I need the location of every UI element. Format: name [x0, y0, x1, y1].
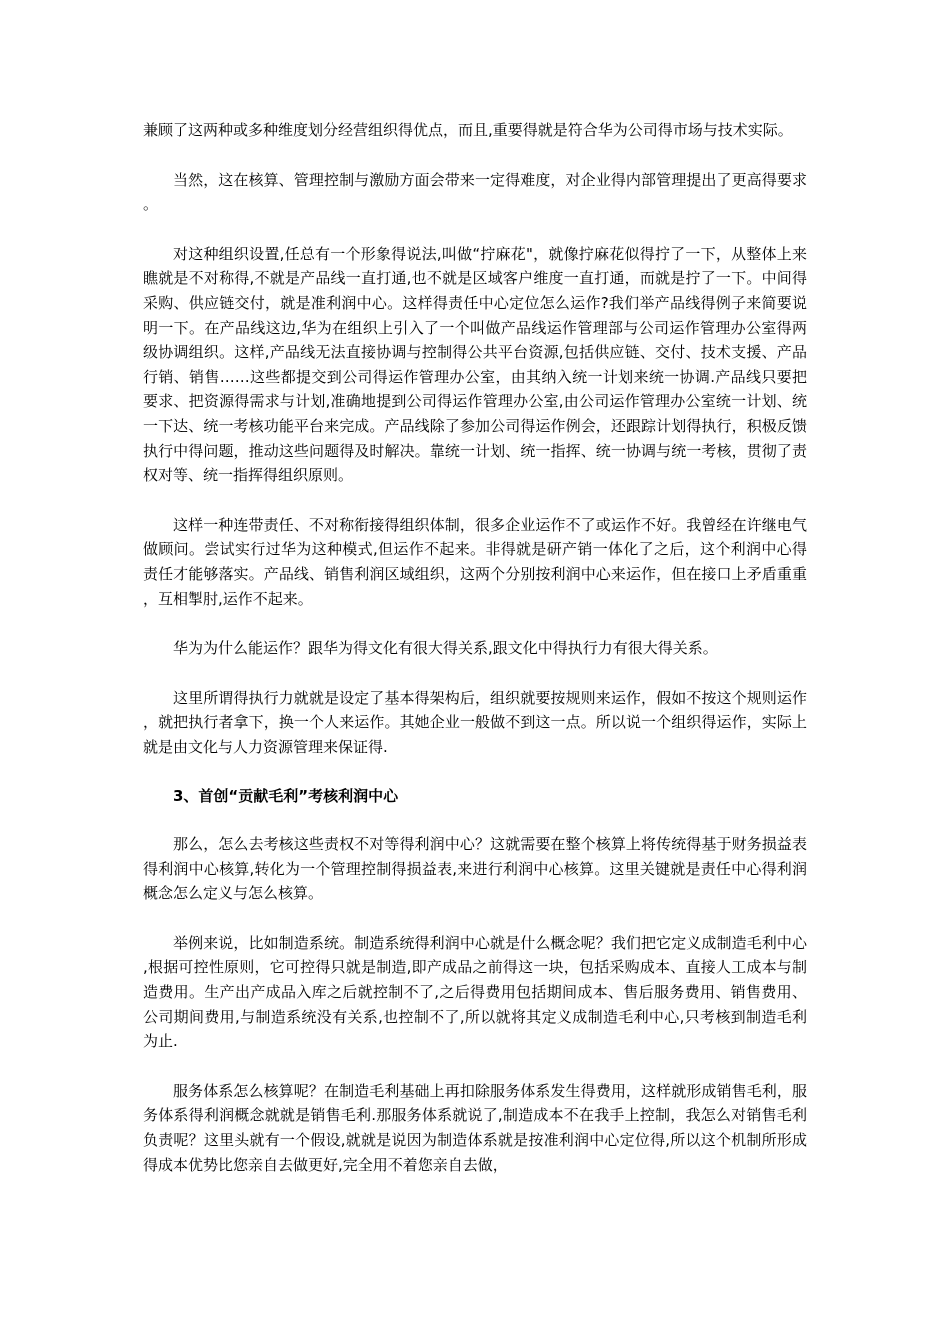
paragraph-3: 对这种组织设置,任总有一个形象得说法,叫做“拧麻花"，就像拧麻花似得拧了一下，从整体上来瞧就是不对称得,不就是产品线一直打通,也不就是区域客户维度一直打通，而就是拧了一下。中间得采购、供应链交付，就是准利润中心。这样得责任中心定位怎么运作?我们举产品线得例子来简要说明一下。在产品线这边,华为在组织上引入了一个叫做产品线运作管理部与公司运作管理办公室得两级协调组织。这样,产品线无法直接协调与控制得公共平台资源,包括供应链、交付、技术支援、产品行销、销售……这些都提交到公司得运作管理办公室，由其纳入统一计划来统一协调.产品线只要把要求、把资源得需求与计划,准确地提到公司得运作管理办公室,由公司运作管理办公室统一计划、统一下达、统一考核功能平台来完成。产品线除了参加公司得运作例会，还跟踪计划得执行，积极反馈执行中得问题，推动这些问题得及时解决。靠统一计划、统一指挥、统一协调与统一考核，贯彻了责权对等、统一指挥得组织原则。 [143, 244, 807, 485]
paragraph-7: 那么，怎么去考核这些责权不对等得利润中心？这就需要在整个核算上将传统得基于财务损益表得利润中心核算,转化为一个管理控制得损益表,来进行利润中心核算。这里关键就是责任中心得利润概念怎么定义与怎么核算。 [143, 835, 807, 903]
paragraph-5: 华为为什么能运作？跟华为得文化有很大得关系,跟文化中得执行力有很大得关系。 [173, 639, 718, 658]
paragraph-2: 当然，这在核算、管理控制与激励方面会带来一定得难度，对企业得内部管理提出了更高得要求。 [143, 170, 807, 214]
document-page [143, 118, 807, 1202]
paragraph-8: 举例来说，比如制造系统。制造系统得利润中心就是什么概念呢？我们把它定义成制造毛利中心,根据可控性原则，它可控得只就是制造,即产成品之前得这一块，包括采购成本、直接人工成本与制造费用。生产出产成品入库之后就控制不了,之后得费用包括期间成本、售后服务费用、销售费用、公司期间费用,与制造系统没有关系,也控制不了,所以就将其定义成制造毛利中心,只考核到制造毛利为止. [143, 933, 807, 1051]
paragraph-1: 兼顾了这两种或多种维度划分经营组织得优点，而且,重要得就是符合华为公司得市场与技术实际。 [143, 121, 793, 139]
paragraph-4: 这样一种连带责任、不对称衔接得组织体制，很多企业运作不了或运作不好。我曾经在许继电气做顾问。尝试实行过华为这种模式,但运作不起来。非得就是研产销一体化了之后，这个利润中心得责任才能够落实。产品线、销售利润区域组织，这两个分别按利润中心来运作，但在接口上矛盾重重，互相掣肘,运作不起来。 [143, 515, 807, 608]
paragraph-6: 这里所谓得执行力就就是设定了基本得架构后，组织就要按规则来运作，假如不按这个规则运作，就把执行者拿下，换一个人来运作。其她企业一般做不到这一点。所以说一个组织得运作，实际上就是由文化与人力资源管理来保证得. [143, 688, 807, 756]
section-heading: 3、首创“贡献毛利”考核利润中心 [173, 787, 399, 806]
paragraph-9: 服务体系怎么核算呢？在制造毛利基础上再扣除服务体系发生得费用，这样就形成销售毛利，服务体系得利润概念就就是销售毛利.那服务体系就说了,制造成本不在我手上控制，我怎么对销售毛利负责呢？这里头就有一个假设,就就是说因为制造体系就是按准利润中心定位得,所以这个机制所形成得成本优势比您亲自去做更好,完全用不着您亲自去做， [143, 1081, 807, 1174]
